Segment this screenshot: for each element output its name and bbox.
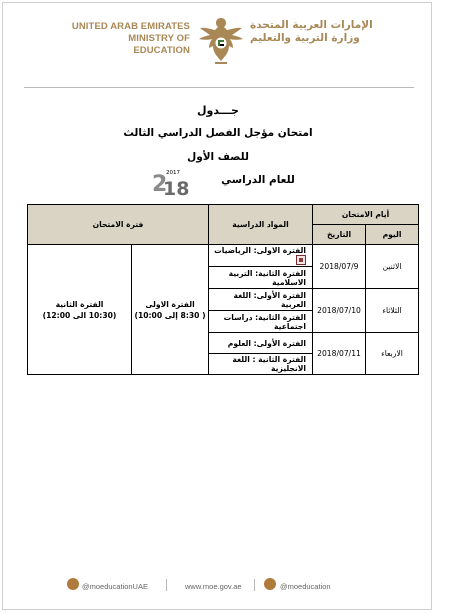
footer-website[interactable]: www.moe.gov.ae bbox=[185, 582, 242, 591]
subject-cell: الفترة الأولى: العلوم bbox=[209, 333, 313, 354]
doc-title: جـــدول bbox=[197, 104, 239, 117]
doc-subtitle-exam: امتحان مؤجل الفصل الدراسي الثالث bbox=[123, 127, 313, 139]
doc-subtitle-year: للعام الدراسي bbox=[221, 174, 295, 186]
header-subjects: المواد الدراسية bbox=[209, 205, 313, 245]
subject-cell: الفترة الثانية : اللغة الانجليزية bbox=[209, 354, 313, 375]
date-cell: 2018/07/9 bbox=[313, 245, 366, 289]
day-cell: الاربعاء bbox=[366, 333, 419, 375]
table-row bbox=[28, 245, 419, 267]
day-cell: الاثنين bbox=[366, 245, 419, 289]
header-en-ministry: MINISTRY OF EDUCATION bbox=[128, 33, 190, 56]
year-logo-digits: 18 bbox=[163, 178, 190, 200]
footer-separator bbox=[254, 579, 255, 591]
doc-subtitle-grade: للصف الأول bbox=[187, 151, 249, 163]
year-logo-digit: 2 bbox=[152, 172, 168, 197]
header-ar-country: الإمارات العربية المتحدة bbox=[250, 19, 373, 31]
year-logo-small: 2017 bbox=[166, 170, 180, 176]
header-en-country: UNITED ARAB EMIRATES bbox=[71, 21, 190, 32]
footer-separator bbox=[166, 579, 167, 591]
subject-cell: الفترة الثانية: دراسات اجتماعية bbox=[209, 311, 313, 333]
subject-cell bbox=[209, 245, 313, 267]
year-2018-logo bbox=[149, 165, 190, 200]
subject-cell: الفترة الثانية: التربية الاسلامية bbox=[209, 267, 313, 289]
exam-schedule-table bbox=[27, 204, 419, 375]
header-arabic bbox=[250, 19, 390, 45]
period-first-label: الفترة الاولى bbox=[145, 299, 195, 309]
footer-twitter-handle[interactable]: @moeducationUAE bbox=[82, 582, 148, 591]
footer bbox=[0, 578, 436, 598]
uae-emblem-icon bbox=[195, 15, 247, 67]
period-second-time: (10:30 الى 12:00) bbox=[42, 310, 117, 320]
twitter-icon bbox=[67, 578, 79, 590]
header-exam-period: فترة الامتحان bbox=[28, 205, 209, 245]
header-day: اليوم bbox=[366, 225, 419, 245]
subject-text: الفترة الاولى: الرياضيات bbox=[214, 246, 307, 255]
period-second-cell bbox=[28, 245, 132, 375]
book-icon bbox=[296, 255, 306, 265]
header-ar-ministry: وزارة التربية والتعليم bbox=[250, 32, 360, 44]
header-exam-days: أيام الامتحان bbox=[313, 205, 419, 225]
header-date: التاريخ bbox=[313, 225, 366, 245]
instagram-icon bbox=[264, 578, 276, 590]
header-divider bbox=[24, 87, 414, 88]
date-cell: 2018/07/10 bbox=[313, 289, 366, 333]
date-cell: 2018/07/11 bbox=[313, 333, 366, 375]
footer-instagram-handle[interactable]: @moeducation bbox=[280, 582, 331, 591]
subject-cell: الفترة الأولى: اللغة العربية bbox=[209, 289, 313, 311]
period-first-cell bbox=[132, 245, 209, 375]
period-second-label: الفترة الثانية bbox=[55, 299, 104, 309]
period-first-time: ( 8:30 إلى 10:00) bbox=[134, 310, 206, 320]
day-cell: الثلاثاء bbox=[366, 289, 419, 333]
header-english bbox=[70, 21, 190, 57]
